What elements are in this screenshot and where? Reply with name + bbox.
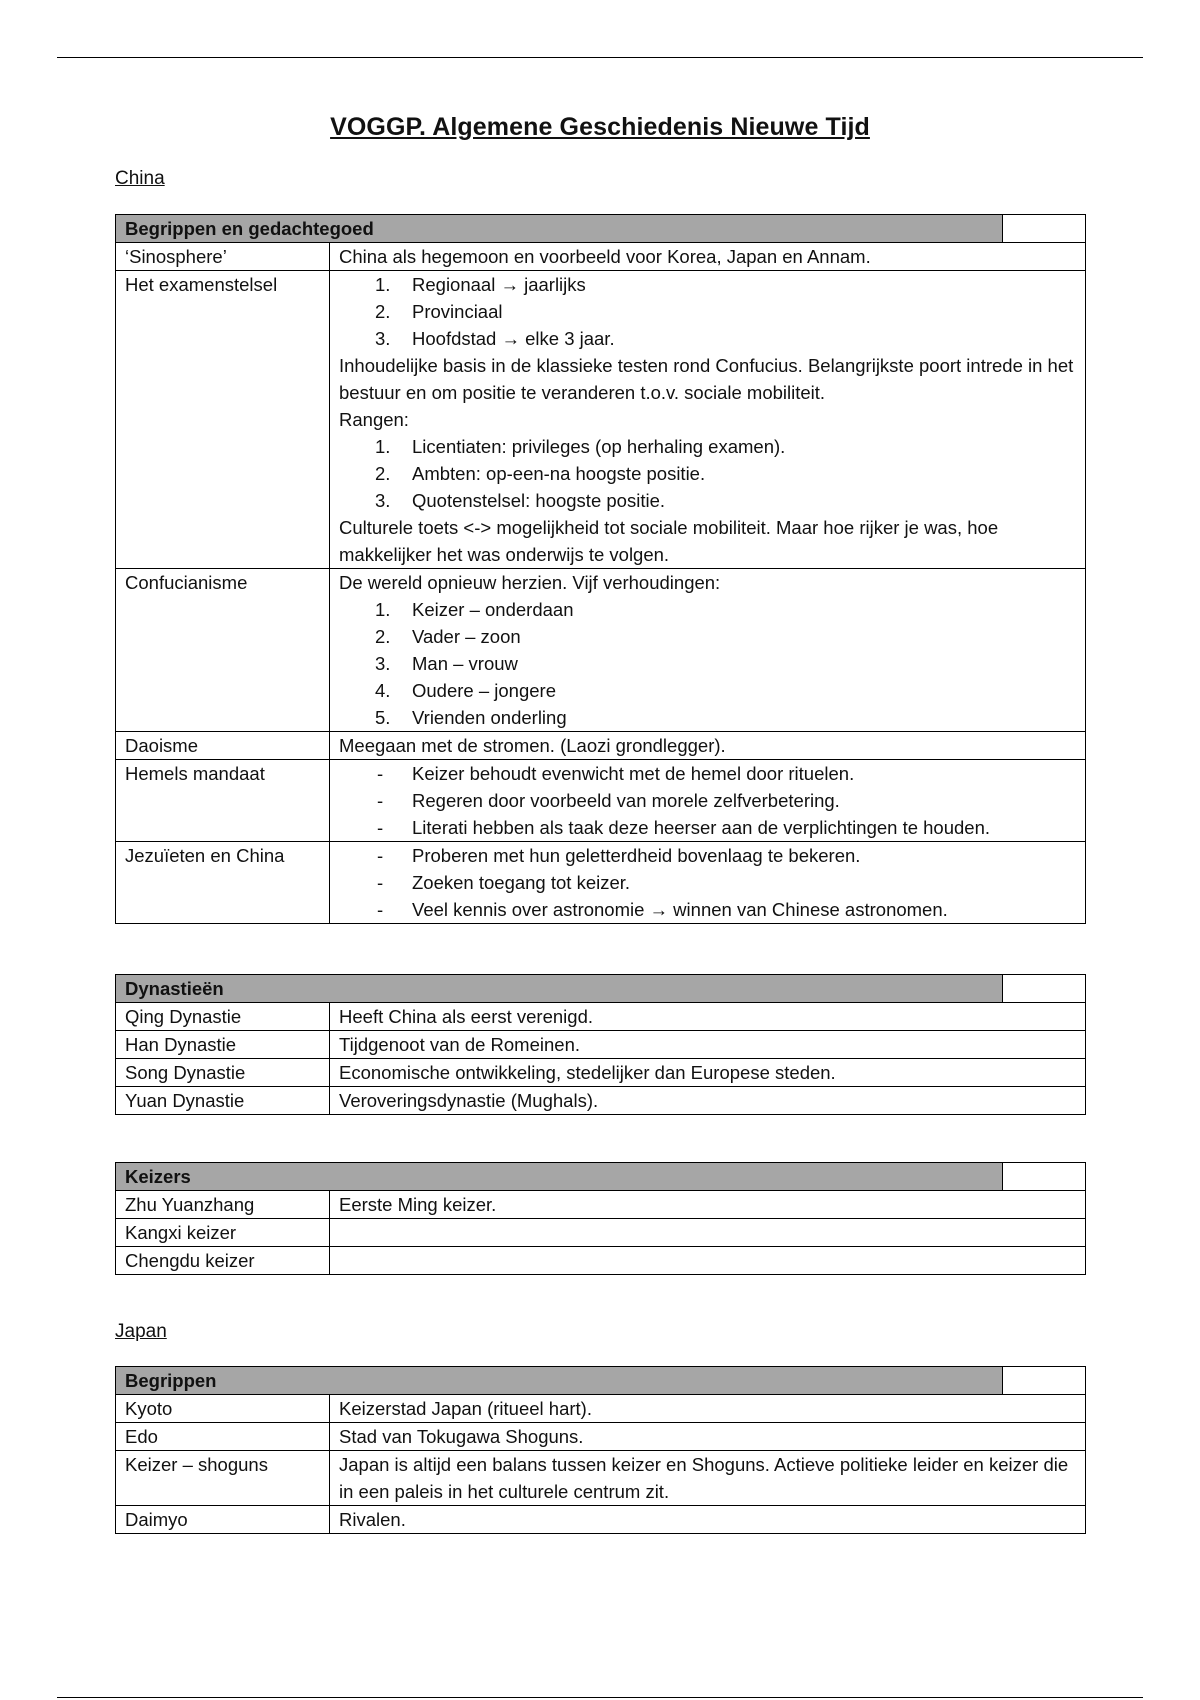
relations-list [339,596,1076,731]
table-row [116,1247,1086,1275]
list-item: - Zoeken toegang tot keizer. [377,872,631,893]
table-header: Begrippen [116,1367,1003,1395]
list-item: 3. Hoofdstad → elke 3 jaar. [375,328,615,349]
table-row [116,569,1086,732]
list-item: 1. Keizer – onderdaan [375,599,574,620]
list-item: 3. Quotenstelsel: hoogste positie. [375,490,665,511]
list-item: 3. Man – vrouw [375,653,518,674]
definition-cell [330,1219,1086,1247]
header-blank-cell [1003,975,1086,1003]
list-item: - Keizer behoudt evenwicht met de hemel door rituelen. [377,763,855,784]
definition-cell: Keizerstad Japan (ritueel hart). [330,1395,1086,1423]
definition-cell [330,842,1086,924]
table-row [116,271,1086,569]
definition-cell: Heeft China als eerst verenigd. [330,1003,1086,1031]
term-cell: Keizer – shoguns [116,1451,330,1506]
table-row [116,760,1086,842]
table-header: Dynastieën [116,975,1003,1003]
dynasties-table [115,974,1086,1115]
table-header-row [116,1163,1086,1191]
term-cell: Kyoto [116,1395,330,1423]
list-item: 2. Provinciaal [375,301,503,322]
definition-cell: Eerste Ming keizer. [330,1191,1086,1219]
exam-levels-list [339,271,1076,352]
table-row [116,732,1086,760]
list-item: 5. Vrienden onderling [375,707,567,728]
table-header: Begrippen en gedachtegoed [116,215,1003,243]
footer-rule [57,1697,1143,1698]
term-cell: Chengdu keizer [116,1247,330,1275]
emperors-table [115,1162,1086,1275]
list-item: 2. Vader – zoon [375,626,521,647]
table-header-row [116,215,1086,243]
definition-cell: Stad van Tokugawa Shoguns. [330,1423,1086,1451]
term-cell: Jezuïeten en China [116,842,330,924]
list-item: - Regeren door voorbeeld van morele zelfverbetering. [377,790,840,811]
table-row [116,1087,1086,1115]
definition-cell: Tijdgenoot van de Romeinen. [330,1031,1086,1059]
term-cell: Kangxi keizer [116,1219,330,1247]
table-row [116,1451,1086,1506]
paragraph: Culturele toets <-> mogelijkheid tot sociale mobiliteit. Maar hoe rijker je was, hoe makkelijker het was onderwijs te volgen. [339,517,999,565]
list-item: - Veel kennis over astronomie → winnen van Chinese astronomen. [377,899,948,920]
term-cell: Daoisme [116,732,330,760]
paragraph: De wereld opnieuw herzien. Vijf verhoudingen: [339,572,721,593]
paragraph: Rangen: [339,409,409,430]
paragraph: Inhoudelijke basis in de klassieke testen rond Confucius. Belangrijkste poort intrede in het bestuur en om positie te veranderen t.o.v. sociale mobiliteit. [339,355,1074,403]
jesuits-list [339,842,1076,923]
term-cell: Confucianisme [116,569,330,732]
concepts-japan-table [115,1366,1086,1534]
table-header-row [116,975,1086,1003]
definition-cell: Japan is altijd een balans tussen keizer en Shoguns. Actieve politieke leider en keizer die in een paleis in het culturele centrum zit. [330,1451,1086,1506]
table-row [116,842,1086,924]
header-blank-cell [1003,1367,1086,1395]
table-row [116,1191,1086,1219]
definition-cell: China als hegemoon en voorbeeld voor Korea, Japan en Annam. [330,243,1086,271]
term-cell: Song Dynastie [116,1059,330,1087]
definition-cell: Meegaan met de stromen. (Laozi grondlegger). [330,732,1086,760]
list-item: 4. Oudere – jongere [375,680,556,701]
mandate-list [339,760,1076,841]
section-title-japan: Japan [115,1321,167,1342]
list-item: - Proberen met hun geletterdheid bovenlaag te bekeren. [377,845,861,866]
term-cell: Edo [116,1423,330,1451]
table-row [116,1003,1086,1031]
definition-cell: Rivalen. [330,1506,1086,1534]
list-item: 2. Ambten: op-een-na hoogste positie. [375,463,706,484]
term-cell: Het examenstelsel [116,271,330,569]
table-row [116,243,1086,271]
definition-cell: Economische ontwikkeling, stedelijker dan Europese steden. [330,1059,1086,1087]
table-header: Keizers [116,1163,1003,1191]
list-item: 1. Regionaal → jaarlijks [375,274,586,295]
term-cell: ‘Sinosphere’ [116,243,330,271]
list-item: - Literati hebben als taak deze heerser aan de verplichtingen te houden. [377,817,991,838]
definition-cell [330,569,1086,732]
definition-cell [330,760,1086,842]
definition-cell [330,271,1086,569]
table-row [116,1423,1086,1451]
term-cell: Zhu Yuanzhang [116,1191,330,1219]
concepts-china-table [115,214,1086,924]
header-blank-cell [1003,215,1086,243]
definition-cell [330,1247,1086,1275]
table-row [116,1059,1086,1087]
term-cell: Daimyo [116,1506,330,1534]
table-row [116,1395,1086,1423]
list-item: 1. Licentiaten: privileges (op herhaling examen). [375,436,786,457]
header-blank-cell [1003,1163,1086,1191]
term-cell: Hemels mandaat [116,760,330,842]
section-title-china: China [115,168,165,189]
term-cell: Han Dynastie [116,1031,330,1059]
exam-ranks-list [339,433,1076,514]
table-header-row [116,1367,1086,1395]
table-row [116,1219,1086,1247]
table-row [116,1031,1086,1059]
document-title: VOGGP. Algemene Geschiedenis Nieuwe Tijd [330,113,870,141]
term-cell: Qing Dynastie [116,1003,330,1031]
table-row [116,1506,1086,1534]
header-rule [57,57,1143,58]
term-cell: Yuan Dynastie [116,1087,330,1115]
definition-cell: Veroveringsdynastie (Mughals). [330,1087,1086,1115]
